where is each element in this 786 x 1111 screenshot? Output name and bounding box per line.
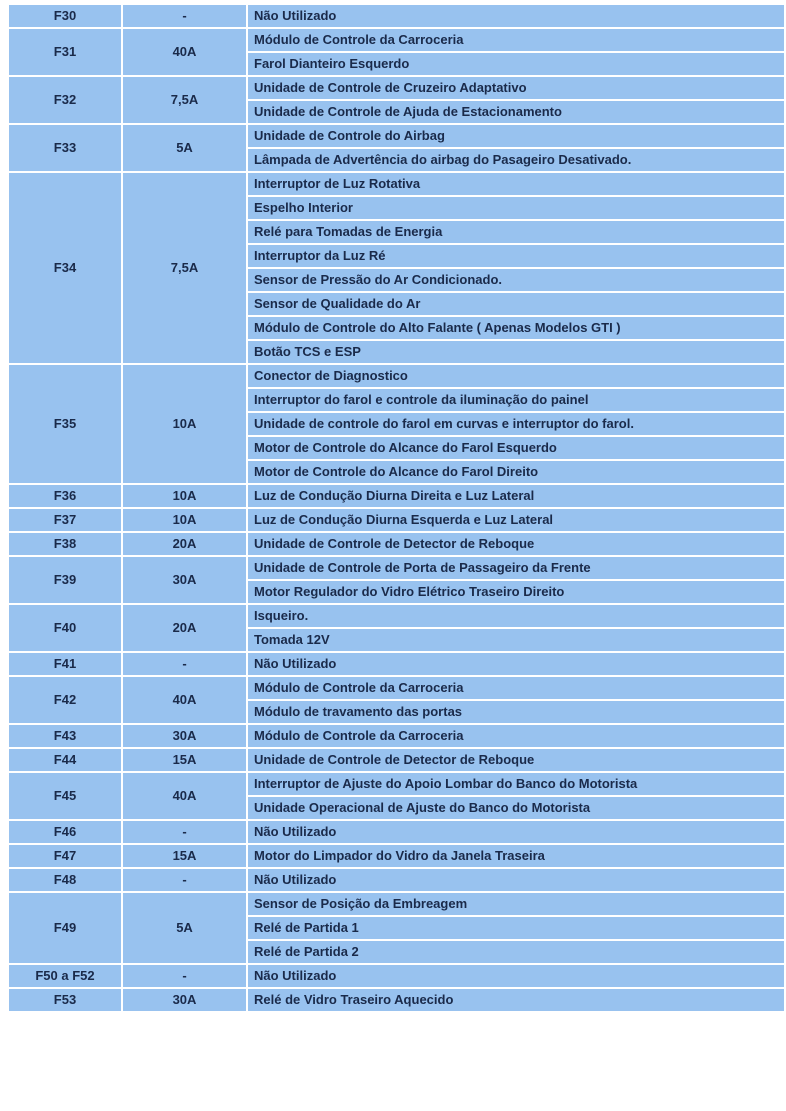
table-row [8, 484, 785, 508]
fuse-id-cell: F40 [8, 604, 122, 652]
table-row [8, 868, 785, 892]
description-cell: Espelho Interior [247, 196, 785, 220]
fuse-id-cell: F32 [8, 76, 122, 124]
amperage-cell: - [122, 868, 247, 892]
fuse-id-cell: F37 [8, 508, 122, 532]
description-cell: Unidade de Controle de Detector de Reboque [247, 748, 785, 772]
fuse-id-cell: F49 [8, 892, 122, 964]
table-row [8, 556, 785, 580]
description-cell: Interruptor do farol e controle da iluminação do painel [247, 388, 785, 412]
fuse-id-cell: F34 [8, 172, 122, 364]
amperage-cell: 20A [122, 532, 247, 556]
description-cell: Motor de Controle do Alcance do Farol Direito [247, 460, 785, 484]
amperage-cell: 15A [122, 748, 247, 772]
table-row [8, 508, 785, 532]
description-cell: Relé para Tomadas de Energia [247, 220, 785, 244]
description-cell: Não Utilizado [247, 868, 785, 892]
amperage-cell: 10A [122, 508, 247, 532]
description-cell: Motor de Controle do Alcance do Farol Esquerdo [247, 436, 785, 460]
fuse-id-cell: F35 [8, 364, 122, 484]
description-cell: Módulo de travamento das portas [247, 700, 785, 724]
description-cell: Sensor de Pressão do Ar Condicionado. [247, 268, 785, 292]
amperage-cell: - [122, 652, 247, 676]
description-cell: Unidade de controle do farol em curvas e interruptor do farol. [247, 412, 785, 436]
description-cell: Não Utilizado [247, 964, 785, 988]
fuse-id-cell: F45 [8, 772, 122, 820]
table-row [8, 4, 785, 28]
table-row [8, 820, 785, 844]
amperage-cell: 40A [122, 676, 247, 724]
table-row [8, 172, 785, 196]
fuse-id-cell: F43 [8, 724, 122, 748]
table-row [8, 988, 785, 1012]
description-cell: Unidade de Controle de Ajuda de Estacionamento [247, 100, 785, 124]
description-cell: Interruptor de Ajuste do Apoio Lombar do Banco do Motorista [247, 772, 785, 796]
fuse-id-cell: F31 [8, 28, 122, 76]
description-cell: Farol Dianteiro Esquerdo [247, 52, 785, 76]
amperage-cell: 30A [122, 556, 247, 604]
description-cell: Unidade de Controle de Cruzeiro Adaptativo [247, 76, 785, 100]
description-cell: Motor Regulador do Vidro Elétrico Traseiro Direito [247, 580, 785, 604]
description-cell: Conector de Diagnostico [247, 364, 785, 388]
fuse-id-cell: F46 [8, 820, 122, 844]
fuse-id-cell: F33 [8, 124, 122, 172]
fuse-id-cell: F42 [8, 676, 122, 724]
description-cell: Módulo de Controle da Carroceria [247, 28, 785, 52]
table-row [8, 676, 785, 700]
description-cell: Módulo de Controle da Carroceria [247, 724, 785, 748]
table-row [8, 748, 785, 772]
table-row [8, 28, 785, 52]
amperage-cell: 20A [122, 604, 247, 652]
table-row [8, 532, 785, 556]
table-row [8, 892, 785, 916]
description-cell: Não Utilizado [247, 4, 785, 28]
amperage-cell: 15A [122, 844, 247, 868]
amperage-cell: 7,5A [122, 172, 247, 364]
fuse-id-cell: F39 [8, 556, 122, 604]
table-row [8, 652, 785, 676]
fuse-id-cell: F38 [8, 532, 122, 556]
description-cell: Motor do Limpador do Vidro da Janela Traseira [247, 844, 785, 868]
description-cell: Não Utilizado [247, 652, 785, 676]
amperage-cell: 10A [122, 364, 247, 484]
amperage-cell: - [122, 4, 247, 28]
fuse-table [7, 3, 786, 1013]
description-cell: Lâmpada de Advertência do airbag do Pasageiro Desativado. [247, 148, 785, 172]
description-cell: Interruptor de Luz Rotativa [247, 172, 785, 196]
description-cell: Relé de Partida 2 [247, 940, 785, 964]
description-cell: Interruptor da Luz Ré [247, 244, 785, 268]
description-cell: Tomada 12V [247, 628, 785, 652]
amperage-cell: 40A [122, 772, 247, 820]
amperage-cell: 7,5A [122, 76, 247, 124]
table-row [8, 364, 785, 388]
amperage-cell: 40A [122, 28, 247, 76]
description-cell: Sensor de Qualidade do Ar [247, 292, 785, 316]
fuse-id-cell: F50 a F52 [8, 964, 122, 988]
fuse-id-cell: F30 [8, 4, 122, 28]
amperage-cell: 5A [122, 892, 247, 964]
description-cell: Módulo de Controle da Carroceria [247, 676, 785, 700]
description-cell: Unidade de Controle de Detector de Reboque [247, 532, 785, 556]
description-cell: Unidade de Controle do Airbag [247, 124, 785, 148]
description-cell: Unidade Operacional de Ajuste do Banco do Motorista [247, 796, 785, 820]
table-row [8, 772, 785, 796]
table-row [8, 604, 785, 628]
fuse-id-cell: F48 [8, 868, 122, 892]
amperage-cell: - [122, 820, 247, 844]
amperage-cell: 10A [122, 484, 247, 508]
table-row [8, 724, 785, 748]
fuse-id-cell: F41 [8, 652, 122, 676]
amperage-cell: 5A [122, 124, 247, 172]
description-cell: Relé de Partida 1 [247, 916, 785, 940]
table-row [8, 964, 785, 988]
description-cell: Módulo de Controle do Alto Falante ( Apenas Modelos GTI ) [247, 316, 785, 340]
fuse-id-cell: F47 [8, 844, 122, 868]
description-cell: Sensor de Posição da Embreagem [247, 892, 785, 916]
description-cell: Luz de Condução Diurna Direita e Luz Lateral [247, 484, 785, 508]
description-cell: Relé de Vidro Traseiro Aquecido [247, 988, 785, 1012]
description-cell: Isqueiro. [247, 604, 785, 628]
table-row [8, 124, 785, 148]
table-row [8, 844, 785, 868]
fuse-id-cell: F36 [8, 484, 122, 508]
amperage-cell: 30A [122, 724, 247, 748]
amperage-cell: 30A [122, 988, 247, 1012]
table-row [8, 76, 785, 100]
description-cell: Não Utilizado [247, 820, 785, 844]
fuse-id-cell: F53 [8, 988, 122, 1012]
fuse-id-cell: F44 [8, 748, 122, 772]
description-cell: Unidade de Controle de Porta de Passageiro da Frente [247, 556, 785, 580]
fuse-table-body [8, 4, 785, 1012]
description-cell: Luz de Condução Diurna Esquerda e Luz Lateral [247, 508, 785, 532]
amperage-cell: - [122, 964, 247, 988]
description-cell: Botão TCS e ESP [247, 340, 785, 364]
